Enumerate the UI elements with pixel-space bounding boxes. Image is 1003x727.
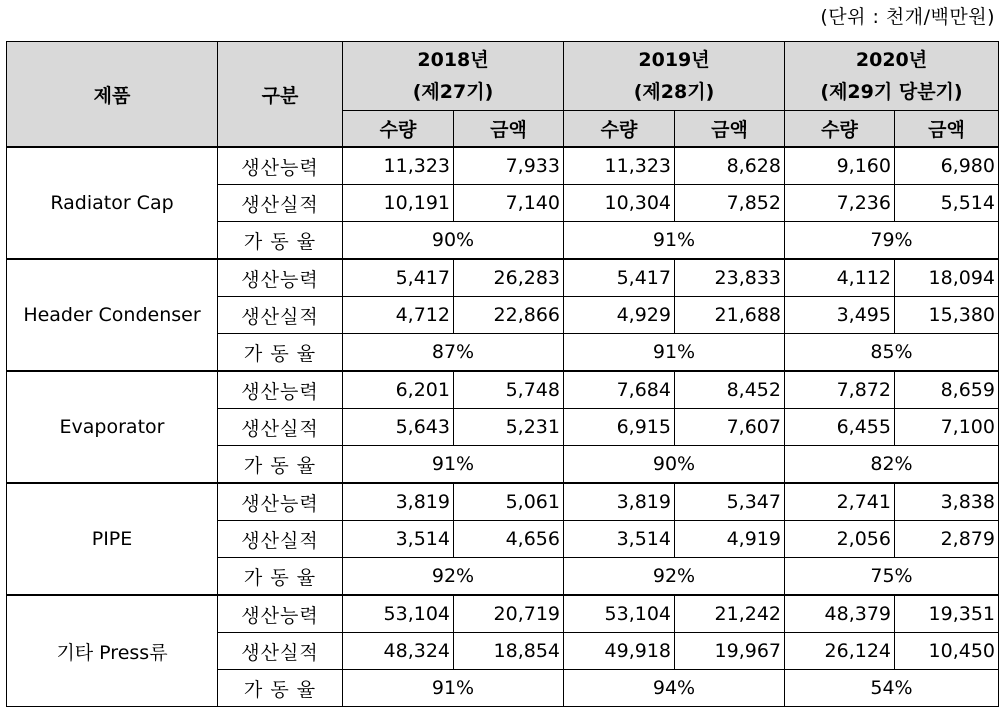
actual-cell: 10,191	[343, 185, 454, 222]
actual-cell: 48,324	[343, 633, 454, 670]
actual-cell: 7,236	[785, 185, 895, 222]
utilization-cell: 79%	[785, 222, 999, 260]
table-row	[7, 147, 999, 185]
table-body	[7, 147, 999, 707]
actual-cell: 22,866	[454, 297, 564, 334]
capacity-cell: 53,104	[343, 595, 454, 633]
product-name: 기타 Press류	[7, 595, 218, 707]
capacity-cell: 21,242	[675, 595, 785, 633]
capacity-cell: 3,819	[343, 483, 454, 521]
header-product: 제품	[7, 42, 218, 148]
actual-cell: 10,450	[895, 633, 999, 670]
row-label-capacity: 생산능력	[218, 259, 343, 297]
capacity-cell: 6,980	[895, 147, 999, 185]
production-table	[6, 41, 999, 707]
actual-cell: 7,852	[675, 185, 785, 222]
row-label-utilization: 가 동 율	[218, 222, 343, 260]
year-label: 2020년	[855, 49, 928, 71]
actual-cell: 5,231	[454, 409, 564, 446]
capacity-cell: 4,112	[785, 259, 895, 297]
actual-cell: 4,656	[454, 521, 564, 558]
actual-cell: 26,124	[785, 633, 895, 670]
actual-cell: 3,514	[343, 521, 454, 558]
actual-cell: 4,919	[675, 521, 785, 558]
capacity-cell: 9,160	[785, 147, 895, 185]
capacity-cell: 5,748	[454, 371, 564, 409]
capacity-cell: 11,323	[343, 147, 454, 185]
row-label-utilization: 가 동 율	[218, 558, 343, 596]
row-label-utilization: 가 동 율	[218, 334, 343, 372]
actual-cell: 7,140	[454, 185, 564, 222]
header-qty: 수량	[343, 111, 454, 148]
capacity-cell: 2,741	[785, 483, 895, 521]
capacity-cell: 26,283	[454, 259, 564, 297]
capacity-cell: 5,417	[564, 259, 675, 297]
actual-cell: 15,380	[895, 297, 999, 334]
actual-cell: 18,854	[454, 633, 564, 670]
row-label-utilization: 가 동 율	[218, 670, 343, 707]
period-label: (제28기)	[633, 81, 715, 103]
capacity-cell: 19,351	[895, 595, 999, 633]
capacity-cell: 48,379	[785, 595, 895, 633]
capacity-cell: 8,628	[675, 147, 785, 185]
table-row	[7, 371, 999, 409]
period-label: (제27기)	[412, 81, 494, 103]
header-amount: 금액	[895, 111, 999, 148]
table-row	[7, 595, 999, 633]
capacity-cell: 8,452	[675, 371, 785, 409]
capacity-cell: 5,417	[343, 259, 454, 297]
capacity-cell: 5,061	[454, 483, 564, 521]
actual-cell: 49,918	[564, 633, 675, 670]
product-name: Header Condenser	[7, 259, 218, 371]
row-label-actual: 생산실적	[218, 633, 343, 670]
product-name: PIPE	[7, 483, 218, 595]
capacity-cell: 3,819	[564, 483, 675, 521]
row-label-capacity: 생산능력	[218, 483, 343, 521]
table-row	[7, 483, 999, 521]
utilization-cell: 87%	[343, 334, 564, 372]
product-name: Evaporator	[7, 371, 218, 483]
actual-cell: 5,514	[895, 185, 999, 222]
actual-cell: 5,643	[343, 409, 454, 446]
actual-cell: 6,915	[564, 409, 675, 446]
year-label: 2018년	[417, 49, 489, 71]
utilization-cell: 92%	[564, 558, 785, 596]
header-year-2020	[785, 42, 999, 111]
utilization-cell: 91%	[564, 334, 785, 372]
capacity-cell: 5,347	[675, 483, 785, 521]
utilization-cell: 75%	[785, 558, 999, 596]
row-label-capacity: 생산능력	[218, 371, 343, 409]
capacity-cell: 53,104	[564, 595, 675, 633]
capacity-cell: 23,833	[675, 259, 785, 297]
capacity-cell: 6,201	[343, 371, 454, 409]
actual-cell: 10,304	[564, 185, 675, 222]
table-row	[7, 259, 999, 297]
utilization-cell: 90%	[564, 446, 785, 484]
header-amount: 금액	[675, 111, 785, 148]
actual-cell: 7,100	[895, 409, 999, 446]
row-label-actual: 생산실적	[218, 521, 343, 558]
header-qty: 수량	[564, 111, 675, 148]
capacity-cell: 20,719	[454, 595, 564, 633]
capacity-cell: 7,684	[564, 371, 675, 409]
capacity-cell: 3,838	[895, 483, 999, 521]
year-label: 2019년	[638, 49, 710, 71]
actual-cell: 3,495	[785, 297, 895, 334]
row-label-utilization: 가 동 율	[218, 446, 343, 484]
actual-cell: 4,929	[564, 297, 675, 334]
capacity-cell: 7,872	[785, 371, 895, 409]
header-amount: 금액	[454, 111, 564, 148]
utilization-cell: 94%	[564, 670, 785, 707]
product-name: Radiator Cap	[7, 147, 218, 259]
row-label-actual: 생산실적	[218, 297, 343, 334]
actual-cell: 3,514	[564, 521, 675, 558]
utilization-cell: 90%	[343, 222, 564, 260]
utilization-cell: 91%	[343, 670, 564, 707]
utilization-cell: 91%	[343, 446, 564, 484]
header-category: 구분	[218, 42, 343, 148]
actual-cell: 6,455	[785, 409, 895, 446]
capacity-cell: 18,094	[895, 259, 999, 297]
header-year-2019	[564, 42, 785, 111]
unit-note: (단위 : 천개/백만원)	[820, 6, 995, 28]
header-qty: 수량	[785, 111, 895, 148]
capacity-cell: 8,659	[895, 371, 999, 409]
utilization-cell: 91%	[564, 222, 785, 260]
row-label-capacity: 생산능력	[218, 147, 343, 185]
row-label-actual: 생산실적	[218, 409, 343, 446]
row-label-capacity: 생산능력	[218, 595, 343, 633]
actual-cell: 2,056	[785, 521, 895, 558]
utilization-cell: 82%	[785, 446, 999, 484]
row-label-actual: 생산실적	[218, 185, 343, 222]
capacity-cell: 11,323	[564, 147, 675, 185]
period-label: (제29기 당분기)	[820, 81, 963, 103]
actual-cell: 19,967	[675, 633, 785, 670]
utilization-cell: 54%	[785, 670, 999, 707]
capacity-cell: 7,933	[454, 147, 564, 185]
actual-cell: 2,879	[895, 521, 999, 558]
actual-cell: 7,607	[675, 409, 785, 446]
utilization-cell: 92%	[343, 558, 564, 596]
utilization-cell: 85%	[785, 334, 999, 372]
actual-cell: 4,712	[343, 297, 454, 334]
actual-cell: 21,688	[675, 297, 785, 334]
header-year-2018	[343, 42, 564, 111]
